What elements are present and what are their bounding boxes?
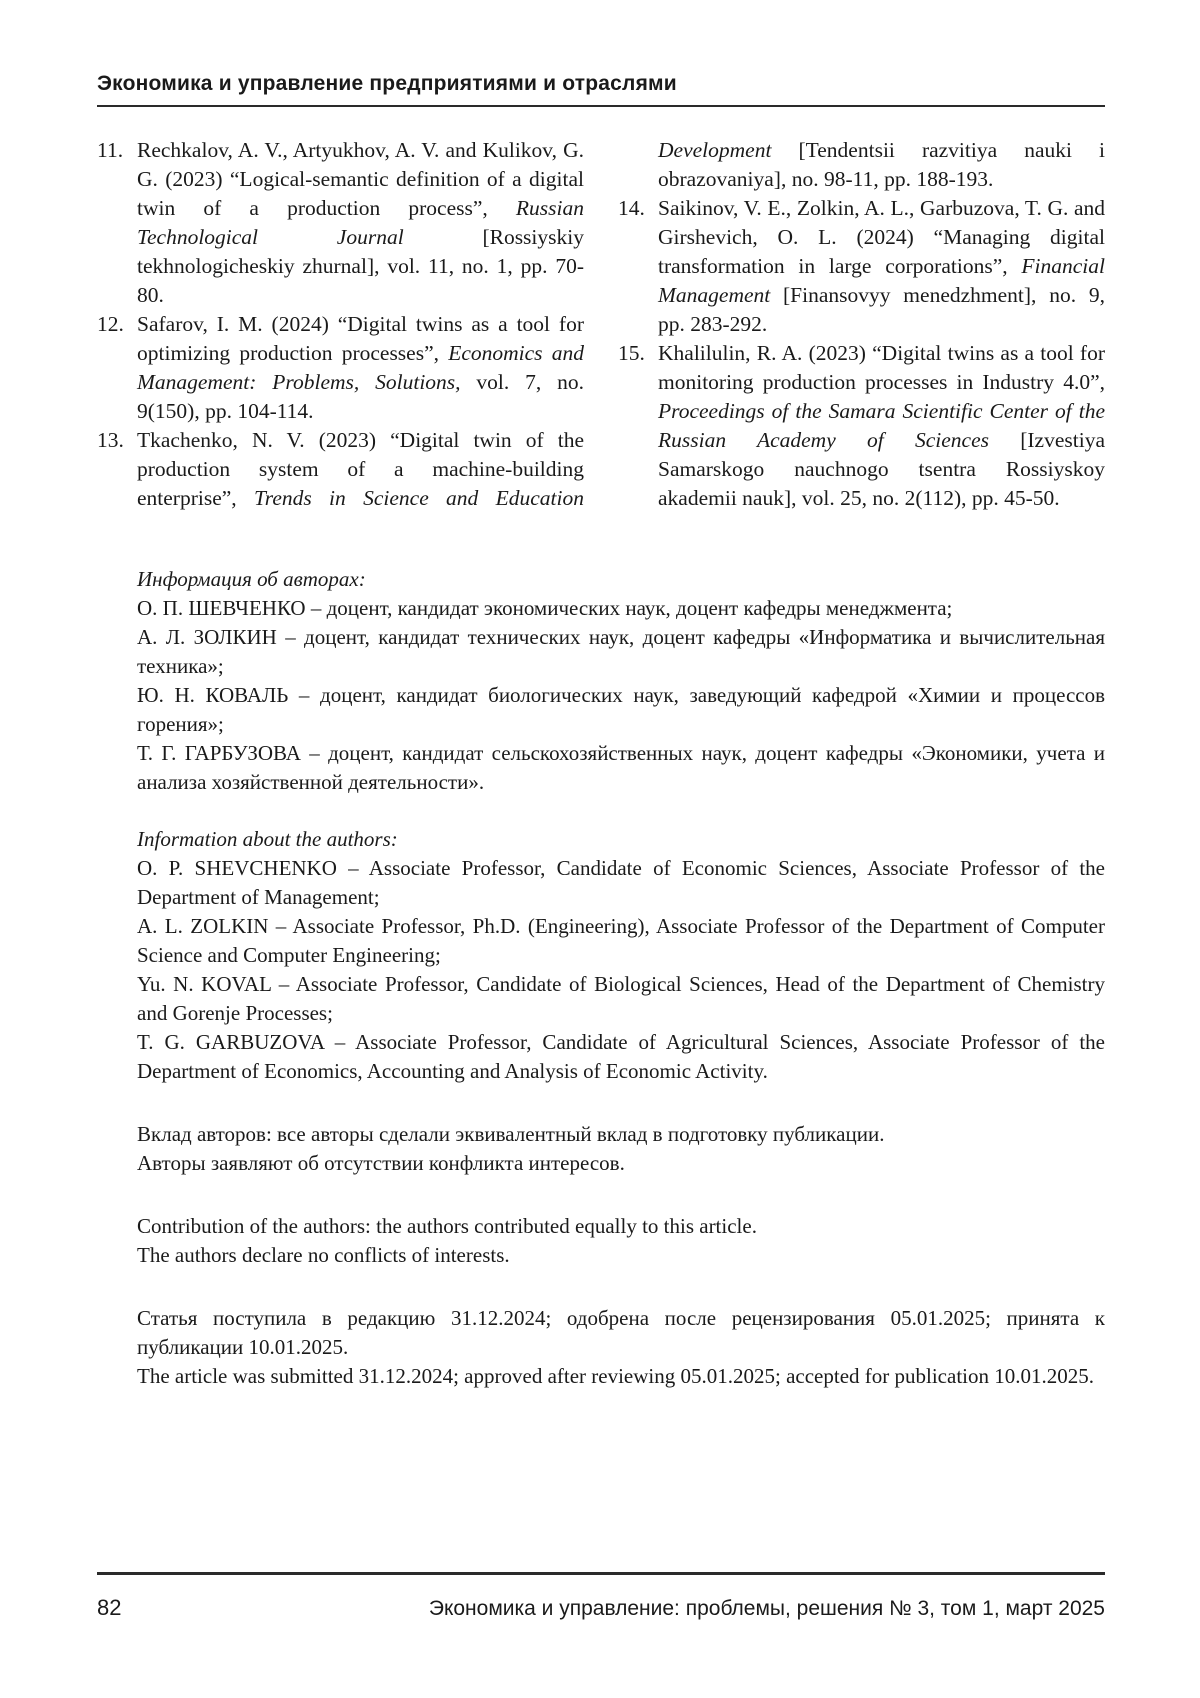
conflict-en-line: The authors declare no conflicts of interests. [137,1243,510,1267]
reference-number: 14. [618,196,645,220]
author-entry-en: O. P. SHEVCHENKO – Associate Professor, Candidate of Economic Sciences, Associate Professor of the Department of Management; [137,856,1105,909]
contribution-ru-line: Вклад авторов: все авторы сделали эквивалентный вклад в подготовку публикации. [137,1122,885,1146]
reference-journal-title: Economics and Management: Problems, Solutions, [137,341,584,394]
author-entry-en: T. G. GARBUZOVA – Associate Professor, Candidate of Agricultural Sciences, Associate Professor of the Department of Economics, Accounting and Analysis of Economic Activity. [137,1030,1105,1083]
reference-journal-title: Proceedings of the Samara Scientific Center of the Russian Academy of Sciences [658,399,1105,452]
reference-number: 15. [618,341,645,365]
reference-text: [Tendentsii razvitiya nauki i obrazovaniya], no. 98-11, pp. 188-193. [658,138,1105,191]
conflict-ru-line: Авторы заявляют об отсутствии конфликта интересов. [137,1151,625,1175]
reference-journal-title: Trends in Science and Education Development [254,138,772,510]
reference-number: 11. [97,138,124,162]
running-head [97,0,1105,107]
header-rule [97,105,1105,107]
author-entry-ru: О. П. ШЕВЧЕНКО – доцент, кандидат экономических наук, доцент кафедры менеджмента; [137,596,953,620]
reference-text: [Finansovyy menedzhment], no. 9, pp. 283-292. [658,283,1105,336]
reference-item [618,194,1105,339]
article-dates [137,1304,1105,1391]
page-number: 82 [97,1595,122,1620]
contribution-en [137,1212,1105,1270]
authors-info-ru-heading: Информация об авторах: [137,567,366,591]
reference-journal-title: Russian Technological Journal [137,196,584,249]
dates-en: The article was submitted 31.12.2024; approved after reviewing 05.01.2025; accepted for publication 10.01.2025. [137,1364,1094,1388]
reference-number: 13. [97,428,124,452]
author-entry-en: A. L. ZOLKIN – Associate Professor, Ph.D. (Engineering), Associate Professor of the Department of Computer Science and Computer Engineering; [137,914,1105,967]
reference-text: Safarov, I. M. (2024) “Digital twins as a tool for optimizing production processes”, [137,312,584,365]
reference-number: 12. [97,312,124,336]
author-entry-ru: А. Л. ЗОЛКИН – доцент, кандидат технических наук, доцент кафедры «Информатика и вычислительная техника»; [137,625,1105,678]
author-entry-ru: Т. Г. ГАРБУЗОВА – доцент, кандидат сельскохозяйственных наук, доцент кафедры «Экономики, учета и анализа хозяйственной деятельности». [137,741,1105,794]
reference-text: Tkachenko, N. V. (2023) “Digital twin of the production system of a machine-building enterprise”, [137,428,584,510]
reference-text: [Rossiyskiy tekhnologicheskiy zhurnal], vol. 11, no. 1, pp. 70-80. [137,225,584,307]
reference-text: Saikinov, V. E., Zolkin, A. L., Garbuzova, T. G. and Girshevich, O. L. (2024) “Managing digital transformation in large corporations”, [658,196,1105,278]
authors-info-en-heading: Information about the authors: [137,827,398,851]
reference-text: Khalilulin, R. A. (2023) “Digital twins as a tool for monitoring production processes in Industry 4.0”, [658,341,1105,394]
journal-issue-line: Экономика и управление: проблемы, решения № 3, том 1, март 2025 [428,1597,1105,1620]
footer-row [97,1595,1105,1621]
reference-item [618,339,1105,513]
references-list [97,136,1105,513]
dates-ru: Статья поступила в редакцию 31.12.2024; одобрена после рецензирования 05.01.2025; принята к публикации 10.01.2025. [137,1306,1105,1359]
author-entry-ru: Ю. Н. КОВАЛЬ – доцент, кандидат биологических наук, заведующий кафедрой «Химии и процессов горения»; [137,683,1105,736]
contribution-en-line: Contribution of the authors: the authors contributed equally to this article. [137,1214,757,1238]
footer-rule [97,1572,1105,1575]
reference-text: [Izvestiya Samarskogo nauchnogo tsentra Rossiyskoy akademii nauk], vol. 25, no. 2(112), pp. 45-50. [658,428,1105,510]
reference-item [97,136,584,310]
authors-info-en [137,825,1105,1086]
contribution-ru [137,1120,1105,1178]
author-entry-en: Yu. N. KOVAL – Associate Professor, Candidate of Biological Sciences, Head of the Department of Chemistry and Gorenje Processes; [137,972,1105,1025]
page-footer [97,1572,1105,1621]
reference-journal-title: Financial Management [658,254,1105,307]
section-title: Экономика и управление предприятиями и отраслями [97,72,677,95]
page-content [97,0,1105,1391]
authors-info-ru [137,565,1105,797]
reference-text: vol. 7, no. 9(150), pp. 104-114. [137,370,584,423]
reference-item [97,310,584,426]
reference-text: Rechkalov, A. V., Artyukhov, A. V. and Kulikov, G. G. (2023) “Logical-semantic definition of a digital twin of a production process”, [137,138,584,220]
